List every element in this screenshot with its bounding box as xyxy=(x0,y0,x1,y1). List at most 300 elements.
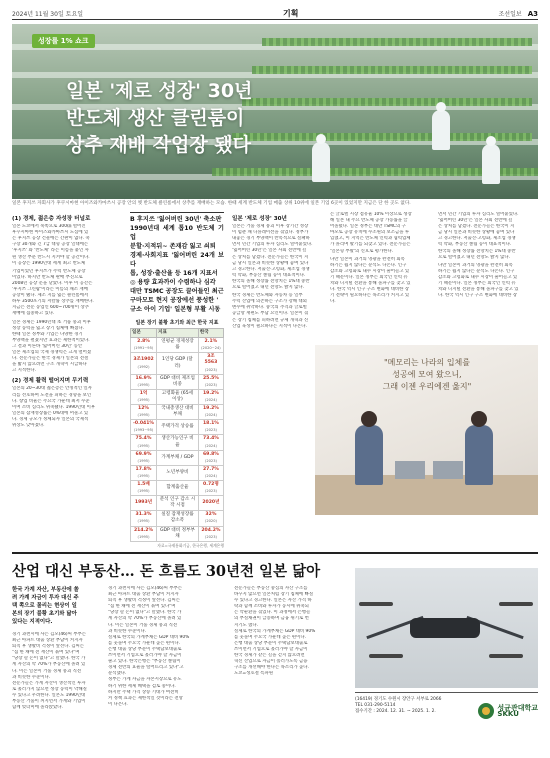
article3-paragraph xyxy=(438,212,538,261)
table-header: 지표 xyxy=(157,329,199,338)
text-line: 다. 이는 일본이 거품 경제 붕괴 직전 xyxy=(12,668,82,674)
japan-value xyxy=(131,420,157,435)
korea-value-text: 3조5563 xyxy=(204,354,218,366)
table-row xyxy=(131,338,224,353)
text-line: 부양책을 펼쳤지만 효과는 제한적이었다. xyxy=(12,337,90,343)
indicator-label-text: 실질 잠재성장률 감소폭 xyxy=(161,512,194,524)
indicator-label xyxy=(157,353,199,374)
hero-badge: 성장률 1% 쇼크 xyxy=(32,34,95,48)
text-line: 하루 3500포기의 저칼륨 상추를 재배한다. xyxy=(12,299,94,305)
text-line: 2008년 공장 문을 닫았다. 이후 이 공간은 xyxy=(12,280,93,286)
masthead-date: 2024년 11월 30일 토요일 xyxy=(12,11,84,18)
text-line: 으로 떨어졌고 내년 전망도 밝지 않다. xyxy=(438,254,510,260)
text-line: 변수에 취약하다. 중국의 추격과 글로벌 xyxy=(232,305,307,311)
hero-caption: 일본 후지쓰 자회사가 후쿠시마현 아이즈와카마쓰시 공장 안의 옛 반도체 클린룸에서 상추를 재배하는 모습. 한때 세계 반도체 기업 매출 상위 10위에 일본 기업 6곳이 있었지만 지금은 단 한 곳도 없다. xyxy=(12,201,411,206)
table-header: 한국 xyxy=(198,329,223,338)
text-line: 부동산 거품이 꺼지면서 가계와 기업이 xyxy=(12,699,86,705)
text-line: 이었다. 하지만 반도체 판매 부진으로 xyxy=(12,274,83,280)
text-line: 줄고 있다. 한국은행은 "부동산 쏠림이 xyxy=(108,659,181,665)
text-line: 가 몰리며 활기를 되찾고 있다. 전문가들은 xyxy=(330,242,411,248)
korea-value-period: (2023) xyxy=(204,534,217,539)
text-line: 정부는 가계 자금을 자본시장으로 유도 xyxy=(108,677,182,683)
japan-value xyxy=(131,338,157,353)
japan-value-period: (1995) xyxy=(137,473,150,478)
japan-value xyxy=(131,435,157,450)
japan-value xyxy=(131,389,157,404)
indicator-label xyxy=(157,480,199,495)
text-line: 한국의 올해 성장률 전망치는 1%대 중반 xyxy=(438,248,516,254)
japan-value-text: -0.041% xyxy=(133,421,155,427)
text-line: 지기도 했다. xyxy=(234,622,258,628)
quote-photo xyxy=(315,345,538,515)
text-line: '일본형 부활'의 신호로 평가한다. xyxy=(330,248,394,254)
indicator-label xyxy=(157,511,199,526)
indicator-label-text: 고령화율 (65세 이상) xyxy=(161,390,194,402)
hero-title-line: 반도체 생산 클린룸이 xyxy=(66,107,245,129)
text-line: "집 한 채에 전 재산이 묶여 있다"며 xyxy=(12,650,80,656)
box-headline: 구마모토 현지 공장에선 풍성한 ' xyxy=(130,297,219,304)
text-line: 는 글로벌 시장 점유율 10% 이상으로 성장 xyxy=(330,212,412,217)
table-source: 자료=국제통화기금, 한국은행, 세계은행 xyxy=(157,542,224,548)
korea-value-period: (2024) xyxy=(204,443,217,448)
text-line: "당장 쓸 돈이 없다"고 말했다. 한국 가 xyxy=(108,610,182,616)
text-line: 를 웃돌며 주요국 가운데 높은 편이다. xyxy=(108,640,180,646)
japan-value-text: 75.4% xyxy=(135,436,152,442)
text-line: 입했고, 이 지역은 반도체 인력과 협력업체 xyxy=(330,236,411,242)
text-line: "집 한 채에 전 재산이 묶여 있다"며 xyxy=(108,604,176,610)
korea-value xyxy=(198,465,223,480)
text-line: 은 장기 침체를 피하려면 규제 개혁과 신 xyxy=(232,317,309,323)
text-line: 도쿄=성호철 특파원 xyxy=(234,671,274,677)
korea-value xyxy=(198,496,223,511)
text-line: 구조를 개선해야 한다는 목소리가 높다. xyxy=(234,665,309,671)
text-line: 를 웃돌며 주요국 가운데 높은 편이다. xyxy=(234,634,306,640)
japan-value xyxy=(131,526,157,541)
korea-value-period: (2023) xyxy=(204,489,217,494)
text-line: 다. 한국 역시 인구 구조 변화에 대비한 장 xyxy=(438,293,518,299)
indicator-label xyxy=(157,465,199,480)
japan-value-period: (1995) xyxy=(137,382,150,387)
summary-box xyxy=(130,212,224,549)
bottom-lead xyxy=(12,586,100,626)
table-row xyxy=(131,435,224,450)
hero-photo xyxy=(12,24,538,199)
text-line: 지금은 전문 농업인 600~700명이 상추 xyxy=(12,305,89,311)
box-headline: 규소 아이 기업' 일본형 부활 시동 xyxy=(130,306,221,313)
text-line: 주력 산업에 의존하는 구조가 강해 대외 xyxy=(232,299,307,305)
text-line: 경제 전반의 효율을 떨어뜨리고 있다"고 xyxy=(108,665,184,671)
indicator-label-text: 합계출산율 xyxy=(166,485,189,491)
text-line: 감소와 고령화로 내수 시장이 줄어들고 있 xyxy=(330,268,410,274)
text-line: 면서 민간 기업의 투자 심리도 얼어붙었다. xyxy=(232,242,313,248)
text-line: 는 악순환을 겪었다. 이 과정에서 은행들 xyxy=(234,610,311,616)
article1-subhead-2: (2) 경제 활력 떨어지며 무기력 xyxy=(12,378,89,385)
indicator-table xyxy=(130,318,224,542)
table-header: 일본 xyxy=(131,329,157,338)
text-line: 력 약화, 부동산 쏠림 등이 대표적이다. xyxy=(438,242,512,248)
text-line: 다. 이는 일본이 거품 경제 붕괴 직전 xyxy=(108,622,178,628)
text-line: 함께 빚더미에 올라앉았다. xyxy=(12,705,63,711)
text-line: '후지쓰' 와 '반도체' 라는 이름을 붙인 사 xyxy=(12,248,89,254)
lead-line: 한국 가계 자산, 부동산에 쏠 xyxy=(12,587,79,593)
japan-value-text: 3조1902 xyxy=(133,357,154,363)
text-line: 재배에 집중하고 있다. xyxy=(12,311,55,317)
emblem-icon xyxy=(478,703,494,719)
text-line: 은 상처를 남겼다. 전문가들은 한국이 지 xyxy=(438,224,515,230)
text-line: 다. 창업 비율은 주요국 가운데 최저 수준 xyxy=(12,398,90,404)
japan-value xyxy=(131,374,157,389)
korea-value-text: 19.2% xyxy=(202,390,219,396)
indicator-label xyxy=(157,338,199,353)
text-line: 다. 전문가들은 한국 경제가 일본의 전철 xyxy=(12,356,89,362)
article3-paragraph xyxy=(330,212,430,255)
text-line: 은행 대출 상당 부분이 주택담보대출로 xyxy=(234,640,308,646)
text-line: 치와 디지털 전환을 통해 돌파구를 찾고 있 xyxy=(330,281,411,287)
text-line: 이며 소비 심리도 위축됐다. 1990년대 이후 xyxy=(12,404,96,410)
university-logo[interactable] xyxy=(478,703,538,719)
text-line: 쓰이면서 기업으로 흘러가야 할 자금이 xyxy=(108,653,182,659)
japan-value-text: 31.3% xyxy=(135,512,152,518)
japan-value-period: (1995) xyxy=(137,443,150,448)
indicator-label-text: 생산가능인구 비율 xyxy=(161,436,194,448)
text-line: 일본의 잠재성장률은 0%대에 머물고 있 xyxy=(12,410,89,416)
japan-value-text: 2.8% xyxy=(137,339,150,345)
lead-line: 있다는 지적이다. xyxy=(12,619,53,625)
masthead-section: 기획 xyxy=(283,8,299,18)
text-line: 최근 아파트 대출 상환 부담이 커지자 xyxy=(12,638,83,644)
table-row xyxy=(131,353,224,374)
text-line: 계 자산의 약 70%가 부동산에 몰려 있 xyxy=(108,616,182,622)
box-headline: 1990년대 세계 톱10 반도체 기업 xyxy=(130,225,224,241)
indicator-label xyxy=(157,420,199,435)
text-line: 후쿠시마현 아이즈와카마쓰시 도심에 있 xyxy=(12,230,89,236)
indicator-label-text: 국내총생산 대비 부채 xyxy=(161,406,194,418)
japan-value-text: 214.2% xyxy=(133,527,154,533)
lead-line: 택 쪽으로 몰리는 현상이 일 xyxy=(12,603,77,609)
bottom-column-3 xyxy=(234,586,348,677)
table-row xyxy=(131,480,224,495)
box-headline: ◎ 용량 효과까이 수렴하나 심각 xyxy=(130,279,216,286)
text-line: 기 때문이다. 일본 정부는 외국인 인력 유 xyxy=(438,281,516,287)
text-line: 산업 육성이 필요하다는 지적이 나온다. xyxy=(232,323,307,329)
indicator-label xyxy=(157,405,199,420)
indicator-label-text: 1인당 GDP (달러) xyxy=(162,357,193,369)
text-line: 치와 디지털 전환을 통해 돌파구를 찾고 있 xyxy=(438,287,519,293)
hero-title-line: 상추 재배 작업장 됐다 xyxy=(66,134,252,156)
text-line: 다. 경제 규모가 정체되자 일본의 국제적 xyxy=(12,416,89,422)
table-row xyxy=(131,511,224,526)
korea-value xyxy=(198,435,223,450)
korea-value-text: 69.8% xyxy=(202,451,219,457)
text-line: 다만 일본이 과거의 영광을 완전히 회복 xyxy=(330,256,405,262)
japan-value xyxy=(131,353,157,374)
text-line: 이 멈춘 채 디플레이션을 겪었다. 정부가 xyxy=(232,230,309,236)
text-line: 금 당시 일본과 비슷한 상황에 놓여 있다 xyxy=(232,260,309,266)
ad-address: (16419) 경기도 수원시 장안구 서부로 2066 xyxy=(355,697,442,702)
text-line: 은 상처를 남겼다. 전문가들은 한국이 지 xyxy=(232,254,309,260)
korea-value xyxy=(198,526,223,541)
japan-value-text: 17.8% xyxy=(135,466,152,472)
japan-value-period: (1993~95) xyxy=(133,428,154,433)
text-line: '잃어버린 30년'은 일본 사회 전반에 깊 xyxy=(232,248,307,254)
text-line: 커 정책 효과는 제한적일 것이라는 전망 xyxy=(108,695,183,701)
korea-value xyxy=(198,480,223,495)
indicator-label xyxy=(157,526,199,541)
korea-value-text: 73.4% xyxy=(202,436,219,442)
text-line: 퇴직 후 생활비 걱정이 앞선다. 김씨는 xyxy=(108,598,180,604)
text-line: 성장 동력을 잃고 장기 침체에 빠졌다. xyxy=(12,325,84,331)
box-headline: 분할·지적뒤~ 존재감 잃고 쇠퇴 xyxy=(130,243,216,250)
korea-value-text: 19.2% xyxy=(202,406,219,412)
text-line: 은행 대출 상당 부분이 주택담보대출로 xyxy=(108,646,182,652)
text-line: 한국 경제가 같은 길을 걷지 않으려면 xyxy=(234,653,305,659)
text-line: 하지만 주택 가격 상승 기대가 여전히 xyxy=(108,689,179,695)
text-line: "당장 쓸 돈이 없다"고 말했다. 한국 가 xyxy=(12,656,86,662)
university-name-kr: 성균관대학교 xyxy=(497,704,538,712)
text-line: 바꾸지 않으면 일본처럼 장기 침체에 빠질 xyxy=(234,592,314,598)
japan-value-period: (1995) xyxy=(137,413,150,418)
indicator-label-text: 가계부채 / GDP xyxy=(161,454,194,460)
box-headline: B 후지쓰 '잃어버린 30년' 축소판 xyxy=(130,216,222,223)
text-line: 최근 아파트 대출 상환 부담이 커지자 xyxy=(108,592,179,598)
text-line: 기 때문이다. 일본 정부는 외국인 인력 유 xyxy=(330,274,408,280)
japan-value xyxy=(131,496,157,511)
table-row xyxy=(131,526,224,541)
text-line: 면서 민간 기업의 투자 심리도 얼어붙었다. xyxy=(438,212,519,217)
text-line: 으로 떨어졌고 내년 전망도 밝지 않다. xyxy=(232,285,304,291)
korea-value xyxy=(198,405,223,420)
text-line: 기 전략이 필요하다는 목소리가 커지고 있 xyxy=(330,293,410,299)
text-line: 일본 경제는 1990년대 초 거품 붕괴 이후 xyxy=(12,319,91,325)
box-headline: 경제·사회지표 '잃어버린 24개 보다 xyxy=(130,252,224,268)
article3-paragraph xyxy=(330,257,430,306)
text-line: 어올렸다. 일본 정부는 대만 TSMC의 구 xyxy=(330,224,406,230)
table-row xyxy=(131,405,224,420)
indicator-label xyxy=(157,374,199,389)
text-line: 경기 과천시에 사는 김모(46)씨 부부는 xyxy=(108,586,182,591)
japan-value-period: (1995) xyxy=(137,489,150,494)
lead-line: 본의 장기 불황 초기와 닮아 xyxy=(12,611,77,617)
text-line: 고 지적한다. xyxy=(12,368,36,374)
bottom-column-1 xyxy=(12,632,100,711)
text-line: 마모토 공장 유치에 수조원의 보조금을 투 xyxy=(330,230,410,236)
text-line: 공장이 됐다. 제조 지를 잃은 클린룸에서 xyxy=(12,293,89,299)
hero-title xyxy=(66,78,252,159)
korea-value xyxy=(198,374,223,389)
korea-value-period: (2023) xyxy=(204,458,217,463)
article1-paragraph xyxy=(12,386,122,429)
text-line: 계 자산의 약 70%가 부동산에 몰려 있 xyxy=(12,662,86,668)
text-line: 이 공장은 1990년대 세계 최고 반도체 xyxy=(12,260,86,266)
article1-paragraph xyxy=(12,269,122,318)
text-line: 하기는 쉽지 않다는 분석도 나온다. 인구 xyxy=(438,268,515,274)
text-line: 락과 함께 소비와 투자가 동시에 위축되 xyxy=(234,604,309,610)
table-row xyxy=(131,420,224,435)
quote-line: 그래 이젠 우리에겐 옳지" xyxy=(382,382,472,391)
bottom-column-2 xyxy=(108,586,226,708)
text-line: 이 나온다. xyxy=(108,701,128,707)
table-row xyxy=(131,450,224,465)
korea-value xyxy=(198,450,223,465)
japan-value-text: 1993년 xyxy=(134,500,153,506)
text-line: 일본 제조업의 국제 경쟁력은 크게 떨어졌 xyxy=(12,349,92,355)
article2-column xyxy=(232,212,322,332)
text-line: 감소와 고령화로 내수 시장이 줄어들고 있 xyxy=(438,274,518,280)
text-line: 고 경고한다. 저출산·고령화, 제조업 경쟁 xyxy=(232,266,310,272)
indicator-label xyxy=(157,496,199,511)
section-divider xyxy=(12,552,538,554)
text-line: 실제로 한국의 가계부채는 GDP 대비 90% xyxy=(108,634,190,640)
text-line: 공급망 재편도 부담 요인이다. 일본이 겪 xyxy=(232,311,309,317)
table-row xyxy=(131,389,224,404)
indicator-label-text: 분석 인구 감소 시작 시점 xyxy=(159,497,196,509)
university-name-en: SKKU xyxy=(497,710,519,718)
indicator-label-text: 노년부양비 xyxy=(166,469,189,475)
text-line: 내놓은 경기 부양책이 반복적으로 실패하 xyxy=(232,236,310,242)
korea-value-text: 27.7% xyxy=(202,466,219,472)
article1-paragraph xyxy=(12,320,122,375)
korea-value-period: (2020) xyxy=(204,519,217,524)
box-headline: 톱, 성장·출산율 등 16개 지표서 xyxy=(130,270,218,277)
text-line: 하기는 쉽지 않다는 분석도 나온다. 인구 xyxy=(330,262,407,268)
text-line: 실제로 한국의 가계부채는 GDP 대비 90% xyxy=(234,628,316,634)
text-line: 한국 경제는 반도체와 자동차 등 일부 xyxy=(232,293,303,299)
text-line: 을 밟지 않으려면 구조 개혁이 시급하다 xyxy=(12,362,87,368)
table-row xyxy=(131,465,224,480)
ad-phone: TEL 031-290-5114 xyxy=(355,703,396,708)
indicator-label-text: GDP 대비 제조업 비중 xyxy=(159,375,195,387)
box-headline: 대만 TSMC 공장도 끌어들인 최근 xyxy=(130,288,224,295)
text-line: 원 생산 부분 반드시 지켜야 할 공간이다. xyxy=(12,254,90,260)
text-line: 다. 한국 역시 인구 구조 변화에 대비한 장 xyxy=(330,287,410,293)
text-line: 로 흘러가지 않으면 성장 동력이 약해질 xyxy=(12,686,87,692)
japan-value-period: (1995) xyxy=(137,397,150,402)
korea-value xyxy=(198,420,223,435)
japan-value xyxy=(131,465,157,480)
bottom-headline: 산업 대신 부동산… 돈 흐름도 30년전 일본 닮아 xyxy=(12,563,321,580)
table-caption: 일본 장기 불황 초기와 최근 한국 지표 xyxy=(135,320,219,326)
korea-value xyxy=(198,389,223,404)
masthead-paper: 조선일보 xyxy=(498,11,522,18)
text-line: 구장 30개와 긴 7급 대형 공장 일대에는 xyxy=(12,242,89,248)
quote-text xyxy=(327,357,527,393)
korea-value xyxy=(198,353,223,374)
korea-value-period: (2024) xyxy=(204,473,217,478)
advertisement[interactable] xyxy=(355,692,538,748)
text-line: 위상도 낮아졌다. xyxy=(12,423,45,428)
masthead-page: A3 xyxy=(527,9,538,18)
text-line: 일본 도쿄에서 북쪽으로 300㎞ 떨어진 xyxy=(12,224,86,230)
korea-value-period: (2024) xyxy=(204,413,217,418)
indicator-label-text: 연평균 경제성장률 xyxy=(161,339,194,351)
korea-value-text: 0.72명 xyxy=(203,481,219,487)
text-line: 고 경고한다. 저출산·고령화, 제조업 경쟁 xyxy=(438,236,516,242)
text-line: 수 있다고 경고한다. 일본은 자산 가격 하 xyxy=(234,598,312,604)
text-line: 일본의 20~30대 젊은층은 안정적인 일자 xyxy=(12,386,92,392)
japan-value-period: (1995) xyxy=(137,534,150,539)
text-line: 그 결과 이른바 '잃어버린 30년' 동안 xyxy=(12,343,83,349)
quote-line: 성공에 모여 왔으니, xyxy=(392,370,462,379)
text-line: 다만 일본이 과거의 영광을 완전히 회복 xyxy=(438,262,513,268)
japan-value-text: 1.5배 xyxy=(137,481,150,487)
text-line: 한때 일본 정부와 기업은 다양한 경기 xyxy=(12,331,83,337)
japan-value xyxy=(131,511,157,526)
article2-paragraph xyxy=(232,293,322,330)
article1-subhead-1: (1) 경제, 젊은층 자성장 터널로 xyxy=(12,216,91,222)
japan-value-period: (1992) xyxy=(137,364,150,369)
drone-photo xyxy=(355,568,538,688)
text-line: 는 후지쓰 공장 건물에는 간판이 없다. 축 xyxy=(12,236,90,242)
korea-value-period: (2023) xyxy=(204,382,217,387)
korea-value-text: 204.2% xyxy=(201,527,221,533)
japan-value xyxy=(131,480,157,495)
article3-paragraph xyxy=(438,263,538,300)
text-line: 한국의 올해 성장률 전망치는 1%대 중반 xyxy=(232,278,310,284)
text-line: 금 당시 일본과 비슷한 상황에 놓여 있다 xyxy=(438,230,515,236)
indicator-label xyxy=(157,435,199,450)
korea-value-period: (2024) xyxy=(204,397,217,402)
korea-value-period: (2020~24) xyxy=(201,346,221,351)
article2-subhead: 일본 '제로 성장' 30년 xyxy=(232,216,287,222)
quote-line: "메모리는 나라의 입체를 xyxy=(383,358,471,367)
lead-line: 려 가계 자금이 투자 대신 주 xyxy=(12,595,79,601)
korea-value-period: (2023) xyxy=(204,367,217,372)
indicator-label xyxy=(157,450,199,465)
japan-value-text: 16.9% xyxy=(135,375,152,381)
text-line: 경기 과천시에 사는 김모(46)씨 부부는 xyxy=(12,632,86,637)
text-line: 쓰이면서 기업으로 흘러가야 할 자금이 xyxy=(234,646,308,652)
text-line: 전문가들은 가계 자산이 생산적인 투자 xyxy=(12,680,86,686)
korea-value-text: 18.1% xyxy=(202,421,219,427)
article3-column xyxy=(330,212,430,307)
korea-value-period: (2023) xyxy=(204,428,217,433)
text-line: 퇴직 후 생활비 걱정이 앞선다. 김씨는 xyxy=(12,644,84,650)
article1-paragraph xyxy=(12,224,122,267)
korea-value-text: 2020년 xyxy=(202,500,220,506)
korea-value xyxy=(198,338,223,353)
text-line: 의 부실채권이 급증하며 금융 위기로 번 xyxy=(234,616,309,622)
japan-value-period: (1995) xyxy=(137,458,150,463)
japan-value xyxy=(131,450,157,465)
japan-value-period: (1991~95) xyxy=(133,346,154,351)
indicator-label-text: 주택가격 상승률 xyxy=(161,424,194,430)
korea-value-text: 32% xyxy=(205,512,217,518)
article2-paragraph xyxy=(232,224,322,291)
text-line: 분석했다. xyxy=(108,671,127,677)
table-row xyxy=(131,374,224,389)
text-line: 력 약화, 부동산 쏠림 등이 대표적이다. xyxy=(232,272,306,278)
text-line: 전문가들은 부동산 중심의 자산 구조를 xyxy=(234,586,308,591)
hero-title-line: 일본 '제로 성장' 30년 xyxy=(66,80,253,102)
korea-value xyxy=(198,511,223,526)
indicator-label-text: GDP 대비 정부부채 xyxy=(159,527,195,539)
text-line: 일본은 거품 경제 붕괴 이후 장기간 성장 xyxy=(232,224,309,230)
article3-column-continued xyxy=(438,212,538,301)
text-line: '잃어버린 30년'은 일본 사회 전반에 깊 xyxy=(438,218,513,224)
text-line: 수 있다고 우려한다. 일본도 1990년대 xyxy=(12,692,86,698)
text-line: 하기 위한 세제 혜택을 검토 중이다. xyxy=(108,683,176,689)
text-line: 혁신 산업으로 자금이 흘러가도록 금융 xyxy=(234,659,308,665)
text-line: 과 비슷한 수준이다. xyxy=(12,674,51,680)
korea-value-text: 2.1% xyxy=(204,339,218,345)
text-line: 기업이었던 후지쓰가 주력 반도체 공장 xyxy=(12,268,86,274)
masthead xyxy=(12,8,538,20)
korea-value-text: 25.5% xyxy=(202,375,219,381)
japan-value xyxy=(131,405,157,420)
japan-value-text: 1억 xyxy=(139,390,148,396)
article1-column xyxy=(12,212,122,431)
text-line: 해 일본 내 주요 반도체 공장 가동률을 끌 xyxy=(330,218,408,224)
